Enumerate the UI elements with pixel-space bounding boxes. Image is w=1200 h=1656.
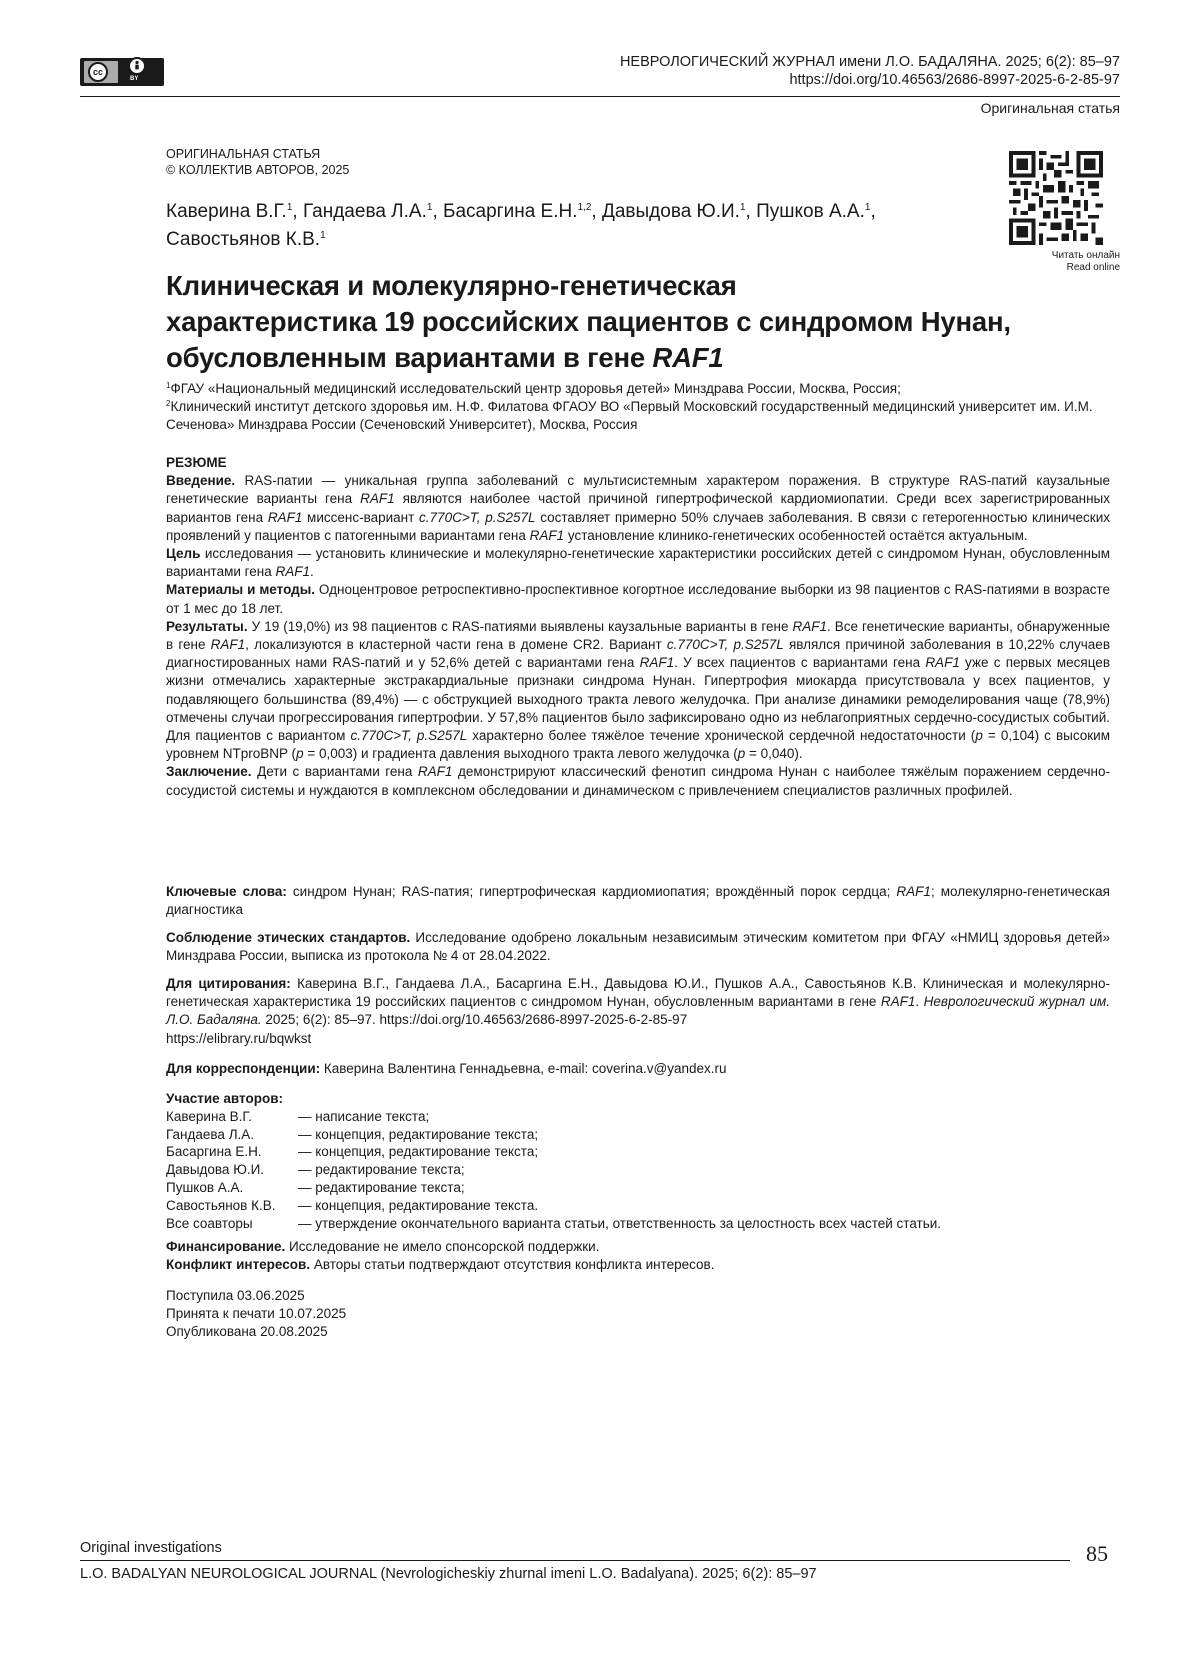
author-affiliation-mark: 1	[320, 230, 326, 241]
abstract-heading: РЕЗЮМЕ	[166, 455, 227, 470]
article-meta	[166, 146, 349, 178]
gene-name: RAF1	[652, 342, 724, 373]
received-date: Поступила 03.06.2025	[166, 1288, 305, 1303]
abstract-aim: Цель исследования — установить клинические и молекулярно-генетические характеристики российских детей с синдромом Нунан, обусловленным вариантами гена RAF1.	[166, 546, 1110, 580]
running-header	[620, 53, 1120, 89]
cc-by-license-icon	[80, 58, 164, 86]
abstract-conclusion: Заключение. Дети с вариантами гена RAF1 демонстрируют классический фенотип синдрома Нунан с наиболее тяжёлым поражением сердечно-сосудистой системы и нуждаются в комплексном обследовании и динамическом с привлечением специалистов различных профилей.	[166, 764, 1110, 798]
author-contributions	[166, 1090, 941, 1274]
table-row: Гандаева Л.А. — концепция, редактирование текста;	[166, 1126, 539, 1142]
ethics-statement: Соблюдение этических стандартов. Исследование одобрено локальным независимым этическим комитетом при ФГАУ «НМИЦ здоровья детей» Минздрава России, выписка из протокола № 4 от 28.04.2022.	[166, 930, 1110, 964]
abstract-introduction: Введение. RAS-патии — уникальная группа заболеваний с мультисистемным характером поражения. В структуре RAS-патий каузальные генетические варианты гена RAF1 являются наиболее частой причиной гипертрофической кардиомиопатии. Среди всех зарегистрированных вариантов гена RAF1 миссенс-вариант c.770C>T, p.S257L составляет примерно 50% случаев заболевания. В связи с гетерогенностью клинических проявлений у пациентов с патогенными вариантами гена RAF1 установление клинико-генетических особенностей остаётся актуальным.	[166, 473, 1110, 543]
cc-logo-icon: cc	[88, 62, 108, 82]
author-name: Каверина В.Г.	[166, 201, 287, 222]
author-name: Давыдова Ю.И.	[601, 201, 740, 222]
keywords: Ключевые слова: синдром Нунан; RAS-патия; гипертрофическая кардиомиопатия; врождённый порок сердца; RAF1; молекулярно-генетическая диагностика	[166, 884, 1110, 918]
footer-section: Original investigations	[80, 1540, 222, 1556]
table-row: Все соавторы — утверждение окончательного варианта статьи, ответственность за целостность всех частей статьи.	[166, 1215, 942, 1231]
table-row: Басаргина Е.Н. — концепция, редактирование текста;	[166, 1144, 539, 1160]
abstract	[166, 454, 1110, 800]
abstract-results: Результаты. У 19 (19,0%) из 98 пациентов с RAS-патиями выявлены каузальные варианты в гене RAF1. Все генетические варианты, обнаруженные в гене RAF1, локализуются в кластерной части гена в домене CR2. Вариант c.770C>T, p.S257L являлся причиной заболевания в 10,22% случаев диагностированных нами RAS-патий и у 52,6% детей с вариантами гена RAF1. У всех пациентов с вариантами гена RAF1 уже с первых месяцев жизни отмечались характерные экстракардиальные признаки синдрома Нунан. Гипертрофия миокарда присутствовала у всех пациентов, у подавляющего большинства (89,4%) — с обструкцией выходного тракта левого желудочка. При анализе динамики ремоделирования чаще (78,9%) отмечены случаи прогрессирования гипертрофии. У 57,8% пациентов было зафиксировано одно из неблагоприятных сердечно-сосудистых событий. Для пациентов с вариантом c.770C>T, p.S257L характерно более тяжёлое течение хронической сердечной недостаточности (p = 0,104) с высоким уровнем NTproBNP (p = 0,003) и градиента давления выходного тракта левого желудочка (p = 0,040).	[166, 618, 1110, 762]
article-dates	[166, 1287, 346, 1340]
section-label: ОРИГИНАЛЬНАЯ СТАТЬЯ	[166, 147, 321, 161]
conflict-statement: Конфликт интересов. Авторы статьи подтверждают отсутствия конфликта интересов.	[166, 1257, 715, 1273]
article-type: Оригинальная статья	[980, 100, 1120, 116]
footer-divider	[80, 1560, 1070, 1561]
read-online-en: Read online	[1066, 262, 1120, 273]
journal-line: НЕВРОЛОГИЧЕСКИЙ ЖУРНАЛ имени Л.О. БАДАЛЯНА. 2025; 6(2): 85–97	[619, 54, 1120, 70]
footer-journal: L.O. BADALYAN NEUROLOGICAL JOURNAL (Nevrologicheskiy zhurnal imeni L.O. Badalyana). 2025; 6(2): 85–97	[80, 1566, 817, 1582]
contributions-table	[166, 1108, 941, 1233]
copyright-line: © КОЛЛЕКТИВ АВТОРОВ, 2025	[166, 163, 350, 177]
header-divider	[80, 96, 1120, 97]
affiliations	[166, 380, 1106, 434]
correspondence: Для корреспонденции: Каверина Валентина Геннадьевна, e-mail: coverina.v@yandex.ru	[166, 1061, 727, 1076]
title-line: характеристика 19 российских пациентов с синдромом Нунан,	[166, 306, 1011, 337]
qr-code-icon[interactable]	[1009, 151, 1103, 245]
accepted-date: Принята к печати 10.07.2025	[166, 1305, 347, 1321]
cc-by-label: BY	[130, 76, 139, 82]
author-name: Басаргина Е.Н.	[443, 201, 578, 222]
author-affiliation-mark: 1	[864, 202, 871, 213]
published-date: Опубликована 20.08.2025	[166, 1323, 328, 1339]
table-row: Пушков А.А. — редактирование текста;	[166, 1179, 465, 1195]
table-row: Давыдова Ю.И. — редактирование текста;	[166, 1162, 465, 1178]
abstract-methods: Материалы и методы. Одноцентровое ретроспективно-проспективное когортное исследование выборки из 98 пациентов с RAS-патиями в возрасте от 1 мес до 18 лет.	[166, 582, 1110, 616]
article-title	[166, 268, 1076, 376]
citation: Для цитирования: Каверина В.Г., Гандаева Л.А., Басаргина Е.Н., Давыдова Ю.И., Пушков А.А., Савостьянов К.В. Клиническая и молекулярно-генетическая характеристика 19 российских пациентов с синдромом Нунан, обусловленным вариантами в гене RAF1. Неврологический журнал им. Л.О. Бадаляна. 2025; 6(2): 85–97. https://doi.org/10.46563/2686-8997-2025-6-2-85-97 https://elibrary.ru/bqwkst	[166, 976, 1110, 1046]
page-number: 85	[1086, 1541, 1108, 1566]
contributions-heading: Участие авторов:	[166, 1091, 284, 1106]
author-list: Каверина В.Г.$^1$, Гандаева Л.А.$^1$, Басаргина Е.Н.$^{1,2}$, Давыдова Ю.И.$^1$, Пушков А.А.$^1$, Савостьянов К.В.$^1$	[166, 201, 876, 250]
affiliation-2: $^2$Клинический институт детского здоровья им. Н.Ф. Филатова ФГАОУ ВО «Первый Московский государственный медицинский университет им. И.М. Сеченова» Минздрава России (Сеченовский Университет), Москва, Россия	[166, 399, 1093, 432]
table-row: Савостьянов К.В. — концепция, редактирование текста.	[166, 1197, 539, 1213]
author-name: Пушков А.А.	[756, 201, 865, 222]
author-affiliation-mark: 1	[426, 202, 433, 213]
elibrary-link[interactable]: https://elibrary.ru/bqwkst	[166, 1030, 312, 1046]
read-online-ru: Читать онлайн	[1051, 250, 1120, 261]
author-affiliation-mark: 1	[739, 202, 746, 213]
attribution-person-icon	[128, 57, 146, 75]
title-line: Клиническая и молекулярно-генетическая	[166, 270, 737, 301]
author-name: Гандаева Л.А.	[302, 201, 427, 222]
author-affiliation-mark: 1,2	[577, 202, 592, 213]
funding-statement: Финансирование. Исследование не имело спонсорской поддержки.	[166, 1239, 600, 1255]
author-name: Савостьянов К.В.	[166, 229, 321, 250]
table-row: Каверина В.Г. — написание текста;	[166, 1108, 430, 1124]
doi-link[interactable]: https://doi.org/10.46563/2686-8997-2025-6-2-85-97	[789, 72, 1120, 88]
author-affiliation-mark: 1	[286, 202, 293, 213]
title-line: обусловленным вариантами в гене RAF1	[166, 342, 724, 373]
affiliation-1: $^1$ФГАУ «Национальный медицинский исследовательский центр здоровья детей» Минздрава России, Москва, Россия;	[166, 381, 901, 396]
